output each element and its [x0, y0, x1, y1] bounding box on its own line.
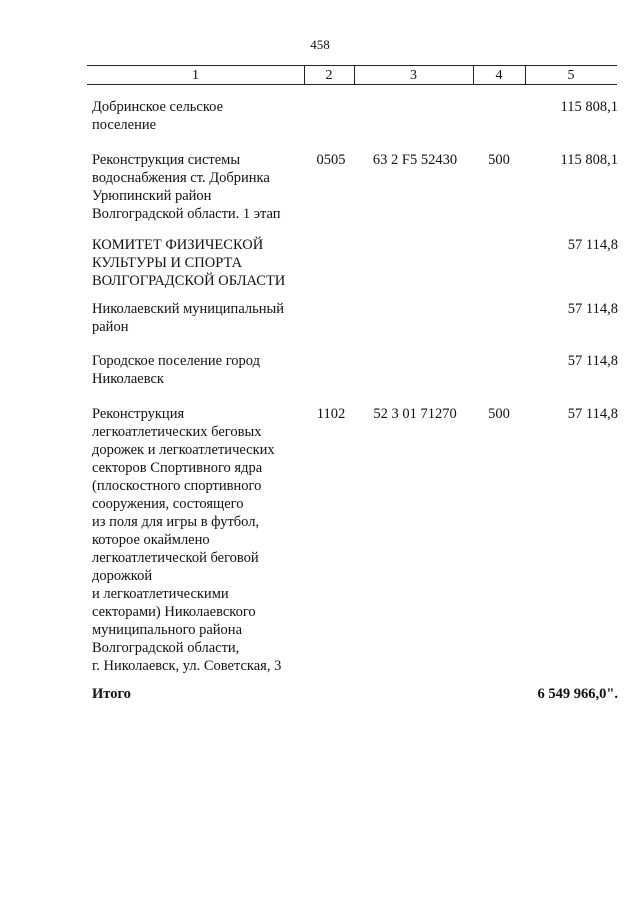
row-name-line: г. Николаевск, ул. Советская, 3 — [92, 658, 282, 674]
row-name — [92, 352, 307, 388]
row-name-line: сооружения, состоящего — [92, 496, 244, 512]
row-name-line: (плоскостного спортивного — [92, 478, 262, 494]
row-name — [92, 151, 307, 223]
row-section: 1102 — [316, 406, 346, 422]
header-col-3: 3 — [410, 68, 417, 83]
row-name-line: из поля для игры в футбол, — [92, 514, 260, 530]
row-name-line: Урюпинский район — [92, 188, 212, 204]
row-name-line: Николаевск — [92, 371, 164, 387]
row-name-line: район — [92, 319, 129, 335]
header-col-1: 1 — [192, 68, 199, 83]
header-col-5: 5 — [567, 68, 575, 83]
row-name-line: ВОЛГОГРАДСКОЙ ОБЛАСТИ — [92, 273, 286, 289]
row-name-line: легкоатлетической беговой — [92, 550, 259, 566]
row-name-line: дорожкой — [92, 568, 153, 584]
row-name-line: поселение — [92, 117, 157, 133]
total-amount: 6 549 966,0". — [537, 686, 618, 702]
row-expense-type: 500 — [488, 406, 510, 422]
row-amount: 57 114,8 — [567, 406, 618, 422]
total-label: Итого — [92, 686, 131, 702]
row-section: 0505 — [316, 152, 346, 168]
row-name — [92, 98, 307, 134]
row-name-line: которое окаймлено — [92, 532, 210, 548]
page-number: 458 — [310, 37, 330, 52]
row-target-article: 52 3 01 71270 — [373, 406, 457, 422]
row-name-line: водоснабжения ст. Добринка — [92, 170, 270, 186]
row-name — [92, 236, 307, 290]
row-amount: 115 808,1 — [560, 152, 618, 168]
row-target-article: 63 2 F5 52430 — [372, 152, 458, 168]
row-name-line: Волгоградской области, — [92, 640, 240, 656]
row-name-line: Волгоградской области. 1 этап — [92, 206, 281, 222]
row-expense-type: 500 — [488, 152, 510, 168]
row-amount: 57 114,8 — [567, 353, 618, 369]
row-name — [92, 300, 307, 336]
row-name-line: Николаевский муниципальный — [92, 301, 284, 317]
row-name-line: легкоатлетических беговых — [92, 424, 262, 440]
row-name-line: Добринское сельское — [92, 99, 224, 115]
row-name-line: дорожек и легкоатлетических — [92, 442, 275, 458]
row-name-line: Реконструкция системы — [92, 152, 241, 168]
row-amount: 115 808,1 — [560, 99, 618, 115]
row-name — [92, 405, 307, 675]
row-name-line: Реконструкция — [92, 406, 185, 422]
row-amount: 57 114,8 — [567, 301, 618, 317]
row-name-line: муниципального района — [92, 622, 242, 638]
header-col-2: 2 — [325, 68, 333, 83]
row-name-line: Городское поселение город — [92, 353, 261, 369]
row-amount: 57 114,8 — [567, 237, 618, 253]
row-name-line: КОМИТЕТ ФИЗИЧЕСКОЙ — [92, 237, 264, 253]
row-name-line: секторов Спортивного ядра — [92, 460, 263, 476]
row-name-line: КУЛЬТУРЫ И СПОРТА — [92, 255, 243, 271]
row-name-line: и легкоатлетическими — [92, 586, 229, 602]
table-header — [87, 65, 617, 85]
header-col-4: 4 — [495, 68, 503, 83]
row-name-line: секторами) Николаевского — [92, 604, 256, 620]
